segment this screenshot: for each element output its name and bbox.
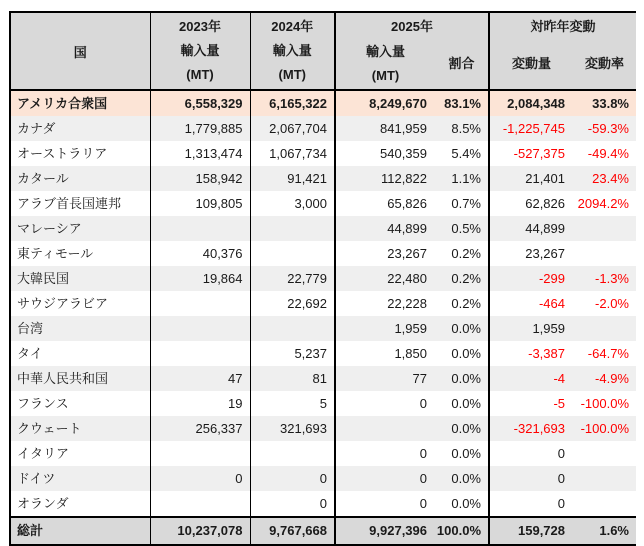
cell-country: イタリア (10, 441, 150, 466)
cell-change-rate (572, 491, 636, 517)
cell-change-rate (572, 216, 636, 241)
cell-2025-volume: 1,850 (394, 346, 427, 361)
cell-share: 0.2% (434, 266, 489, 291)
cell-share: 0.5% (434, 216, 489, 241)
cell-change-rate: 2094.2% (577, 196, 629, 211)
cell-2024-volume: 0 (250, 491, 335, 517)
table-row (10, 416, 636, 441)
header-share (435, 39, 488, 89)
cell-share: 1.1% (434, 166, 489, 191)
cell-total-country: 総計 (10, 517, 150, 545)
cell-change-amount: -4 (553, 371, 565, 386)
cell-country: 大韓民国 (10, 266, 150, 291)
cell-2024-volume: 321,693 (250, 416, 335, 441)
cell-change-amount: 2,084,348 (507, 96, 565, 111)
table-row (10, 466, 636, 491)
cell-change-amount: 0 (557, 471, 565, 486)
cell-2023-volume: 40,376 (150, 241, 250, 266)
cell-change-rate: -100.0% (580, 421, 629, 436)
cell-2024-volume: 5,237 (250, 341, 335, 366)
cell-share: 0.0% (434, 341, 489, 366)
cell-2025-volume: 23,267 (387, 246, 427, 261)
table-row (10, 266, 636, 291)
header-2023 (150, 12, 250, 90)
cell-share: 0.7% (434, 191, 489, 216)
table-row (10, 291, 636, 316)
cell-2025-volume: 44,899 (387, 221, 427, 236)
cell-country: アメリカ合衆国 (10, 90, 150, 116)
cell-total-change: 159,728 (489, 517, 572, 545)
cell-2024-volume: 5 (250, 391, 335, 416)
cell-2023-volume: 6,558,329 (150, 90, 250, 116)
cell-change-rate: 33.8% (592, 96, 629, 111)
cell-2024-volume: 22,692 (250, 291, 335, 316)
cell-country: タイ (10, 341, 150, 366)
cell-country: 台湾 (10, 316, 150, 341)
table-row (10, 441, 636, 466)
header-2025-import (336, 39, 435, 89)
header-2023-unit: (MT) (186, 67, 214, 82)
cell-2025-volume: 112,822 (380, 171, 427, 186)
cell-change-amount: -3,387 (528, 346, 565, 361)
header-2023-year: 2023年 (179, 19, 221, 34)
table-row (10, 166, 636, 191)
cell-country: フランス (10, 391, 150, 416)
cell-2025-volume: 65,826 (387, 196, 427, 211)
cell-share: 0.0% (434, 391, 489, 416)
table-row (10, 491, 636, 517)
header-2024-unit: (MT) (278, 67, 306, 82)
table-row (10, 241, 636, 266)
cell-share: 0.0% (434, 491, 489, 517)
cell-change-amount: 21,401 (525, 171, 565, 186)
header-2024-measure: 輸入量 (272, 43, 312, 58)
cell-share: 0.0% (434, 316, 489, 341)
cell-change-rate: 23.4% (592, 171, 629, 186)
cell-change-amount: 62,826 (525, 196, 565, 211)
cell-2025-volume: 0 (419, 471, 427, 486)
table-row (10, 316, 636, 341)
cell-country: 中華人民共和国 (10, 366, 150, 391)
cell-2025-volume: 0 (419, 496, 427, 511)
cell-country: ドイツ (10, 466, 150, 491)
cell-2023-volume: 256,337 (150, 416, 250, 441)
cell-country: オーストラリア (10, 141, 150, 166)
header-2025-title: 2025年 (391, 19, 433, 34)
cell-country: カタール (10, 166, 150, 191)
header-change-amount-label: 変動量 (511, 56, 551, 71)
cell-2023-volume: 1,313,474 (150, 141, 250, 166)
cell-2023-volume: 19 (150, 391, 250, 416)
cell-2025-volume: 1,959 (394, 321, 427, 336)
cell-change-rate: -2.0% (595, 296, 629, 311)
header-2024-year: 2024年 (271, 19, 314, 34)
cell-country: オランダ (10, 491, 150, 517)
cell-2023-volume (150, 316, 250, 341)
cell-share: 0.2% (434, 241, 489, 266)
header-change-amount (490, 39, 573, 89)
cell-2023-volume (150, 291, 250, 316)
cell-change-amount: 0 (557, 496, 565, 511)
table-row (10, 216, 636, 241)
cell-2023-volume (150, 341, 250, 366)
table-header (10, 12, 636, 90)
cell-share: 0.0% (434, 416, 489, 441)
table-row (10, 391, 636, 416)
cell-2025-volume: 8,249,670 (369, 96, 427, 111)
cell-2025-volume (335, 416, 434, 441)
cell-change-rate: -1.3% (595, 271, 629, 286)
cell-change-amount: -464 (538, 296, 565, 311)
cell-change-amount: 23,267 (525, 246, 565, 261)
cell-change-rate (572, 441, 636, 466)
table-row (10, 90, 636, 116)
cell-change-rate (572, 316, 636, 341)
total-row (10, 517, 636, 545)
cell-total-share: 100.0% (434, 517, 489, 545)
cell-share: 5.4% (434, 141, 489, 166)
cell-country: サウジアラビア (10, 291, 150, 316)
header-2024 (250, 12, 335, 90)
cell-2025-volume: 0 (419, 396, 427, 411)
cell-change-amount: -1,225,745 (502, 121, 565, 136)
cell-2023-volume: 19,864 (150, 266, 250, 291)
cell-2024-volume: 22,779 (250, 266, 335, 291)
cell-2023-volume (150, 491, 250, 517)
cell-country: 東ティモール (10, 241, 150, 266)
cell-change-amount: -299 (538, 271, 565, 286)
cell-2024-volume: 2,067,704 (250, 116, 335, 141)
cell-2025-volume: 22,480 (387, 271, 427, 286)
cell-2024-volume: 6,165,322 (250, 90, 335, 116)
cell-change-rate (572, 466, 636, 491)
table-row (10, 116, 636, 141)
cell-change-rate (572, 241, 636, 266)
cell-total-2024: 9,767,668 (250, 517, 335, 545)
cell-2025-volume: 841,959 (380, 121, 427, 136)
cell-2024-volume (250, 216, 335, 241)
cell-change-rate: -49.4% (587, 146, 629, 161)
cell-2025-volume: 540,359 (380, 146, 427, 161)
cell-total-2023: 10,237,078 (150, 517, 250, 545)
cell-2024-volume: 0 (250, 466, 335, 491)
header-share-label: 割合 (448, 56, 475, 71)
cell-change-amount: 0 (557, 446, 565, 461)
cell-change-amount: 44,899 (525, 221, 565, 236)
import-volume-table (9, 11, 636, 546)
cell-country: カナダ (10, 116, 150, 141)
header-country: 国 (10, 12, 150, 90)
cell-2024-volume: 81 (250, 366, 335, 391)
header-2023-measure: 輸入量 (180, 43, 220, 58)
cell-share: 0.0% (434, 441, 489, 466)
cell-2023-volume: 1,779,885 (150, 116, 250, 141)
cell-2023-volume (150, 441, 250, 466)
header-change-rate (573, 39, 636, 89)
cell-2024-volume (250, 316, 335, 341)
cell-change-amount: -527,375 (513, 146, 565, 161)
cell-country: クウェート (10, 416, 150, 441)
cell-2024-volume: 1,067,734 (250, 141, 335, 166)
cell-2024-volume: 91,421 (250, 166, 335, 191)
header-yoy-title: 対昨年変動 (530, 19, 596, 34)
cell-2024-volume (250, 441, 335, 466)
table-footer (10, 517, 636, 545)
table-row (10, 141, 636, 166)
cell-2025-volume: 0 (419, 446, 427, 461)
header-change-rate-label: 変動率 (584, 56, 624, 71)
cell-change-rate: -59.3% (587, 121, 629, 136)
cell-share: 0.2% (434, 291, 489, 316)
table-row (10, 341, 636, 366)
cell-2023-volume: 0 (150, 466, 250, 491)
cell-change-rate: -100.0% (580, 396, 629, 411)
cell-share: 0.0% (434, 366, 489, 391)
cell-2024-volume (250, 241, 335, 266)
cell-2023-volume: 158,942 (150, 166, 250, 191)
table-row (10, 191, 636, 216)
cell-change-amount: 1,959 (532, 321, 565, 336)
header-group-2025 (335, 12, 489, 90)
cell-2023-volume (150, 216, 250, 241)
header-group-yoy (489, 12, 636, 90)
cell-share: 8.5% (434, 116, 489, 141)
cell-share: 83.1% (434, 90, 489, 116)
header-2025-unit: (MT) (371, 68, 400, 83)
cell-change-amount: -5 (553, 396, 565, 411)
data-table (9, 11, 636, 546)
cell-2024-volume: 3,000 (250, 191, 335, 216)
cell-share: 0.0% (434, 466, 489, 491)
cell-change-rate: -64.7% (587, 346, 629, 361)
cell-2025-volume: 22,228 (387, 296, 427, 311)
table-row (10, 366, 636, 391)
table-body (10, 90, 636, 517)
cell-change-rate: -4.9% (595, 371, 629, 386)
cell-country: マレーシア (10, 216, 150, 241)
cell-2023-volume: 109,805 (150, 191, 250, 216)
cell-total-rate: 1.6% (572, 517, 636, 545)
header-2025-measure: 輸入量 (365, 44, 405, 59)
cell-2023-volume: 47 (150, 366, 250, 391)
cell-change-amount: -321,693 (513, 421, 565, 436)
cell-total-2025: 9,927,396 (335, 517, 434, 545)
cell-2025-volume: 77 (412, 371, 427, 386)
cell-country: アラブ首長国連邦 (10, 191, 150, 216)
